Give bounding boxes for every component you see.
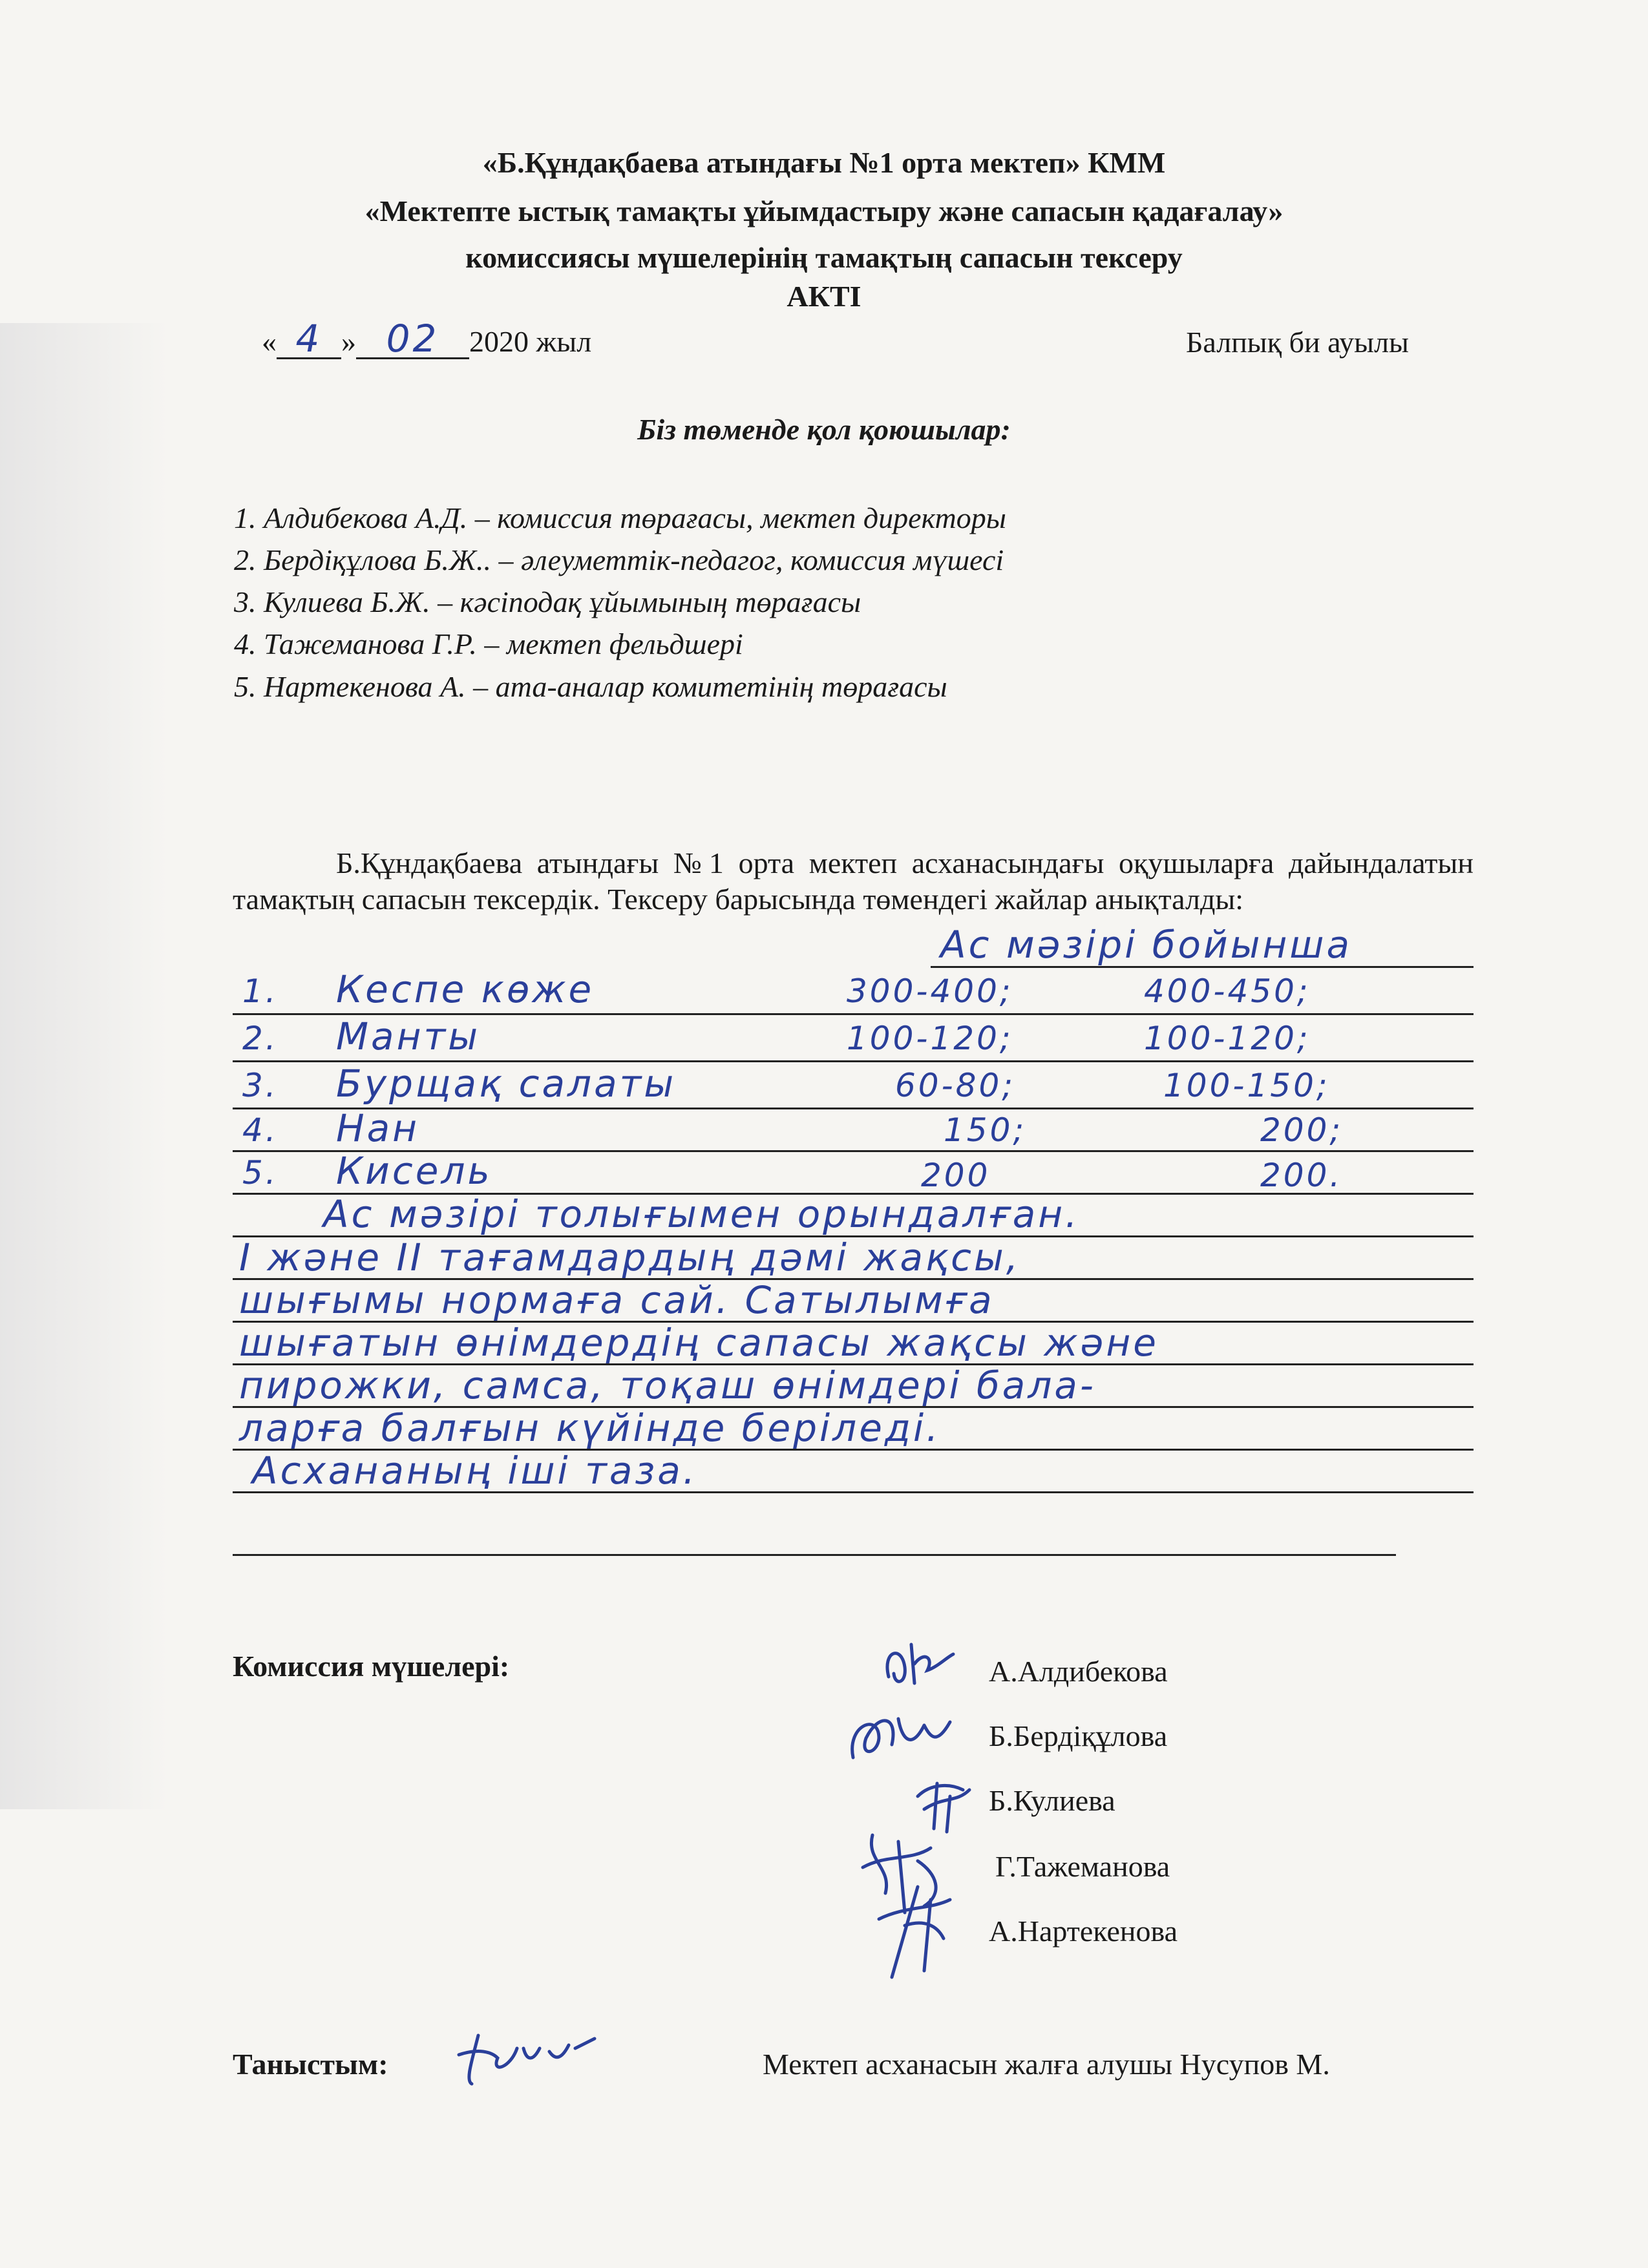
hw-item-name: Бурщақ салаты xyxy=(336,1062,677,1106)
header-line-2: «Мектепте ыстық тамақты ұйымдастыру және сапасын қадағалау» xyxy=(364,194,1284,227)
hw-item-name: Кеспе көже xyxy=(336,967,595,1011)
hw-item-val1: 150; xyxy=(944,1111,1027,1149)
signature-name-5: А.Нартекенова xyxy=(989,1915,1178,1948)
hw-item-num: 4. xyxy=(242,1111,279,1149)
acquainted-label: Таныстым: xyxy=(233,2048,388,2081)
hw-item-name: Кисель xyxy=(336,1149,492,1193)
hw-item-val1: 300-400; xyxy=(847,972,1013,1010)
ruled-line xyxy=(233,1554,1396,1556)
member-4: 4. Тажеманова Г.Р. – мектеп фельдшері xyxy=(234,627,743,660)
date-row xyxy=(262,317,592,361)
hw-note-line: I және II тағамдардың дәмі жақсы, xyxy=(239,1235,1021,1279)
hw-menu-heading: Ас мәзірі бойынша xyxy=(940,923,1353,967)
hw-note-line: шығымы нормаға сай. Сатылымға xyxy=(239,1278,995,1322)
signature-2 xyxy=(840,1699,956,1770)
hw-note-line: шығатын өнімдердің сапасы жақсы және xyxy=(239,1321,1159,1365)
signature-renter xyxy=(452,2022,601,2094)
date-day: 4 xyxy=(277,320,341,359)
hw-item-val2: 100-150; xyxy=(1163,1067,1330,1104)
hw-item-num: 1. xyxy=(242,972,279,1010)
hw-note-line: Ас мәзірі толығымен орындалған. xyxy=(323,1192,1080,1236)
header-line-1: «Б.Құндақбаева атындағы №1 орта мектеп» КММ xyxy=(482,146,1166,179)
member-3: 3. Кулиева Б.Ж. – кәсіподақ ұйымының төрағасы xyxy=(234,585,861,618)
scan-shadow xyxy=(0,323,168,1809)
hw-item-name: Манты xyxy=(336,1014,481,1058)
hw-item-val2: 100-120; xyxy=(1144,1020,1311,1057)
hw-note-line: ларға балғын күйінде беріледі. xyxy=(239,1406,941,1450)
hw-item-num: 2. xyxy=(242,1020,279,1057)
hw-note-line: Асхананың іші таза. xyxy=(252,1449,698,1493)
signature-name-3: Б.Кулиева xyxy=(989,1784,1115,1817)
document-title: АКТІ xyxy=(787,280,861,313)
commission-label: Комиссия мүшелері: xyxy=(233,1650,510,1683)
date-close-quote: » xyxy=(341,325,356,358)
signers-intro: Біз төменде қол қоюшылар: xyxy=(637,413,1011,446)
signature-1 xyxy=(876,1632,960,1696)
hw-item-val1: 60-80; xyxy=(895,1067,1016,1104)
header-line-3: комиссиясы мүшелерінің тамақтың сапасын тексеру xyxy=(465,241,1183,274)
signature-name-1: А.Алдибекова xyxy=(989,1655,1168,1688)
hw-item-val2: 200. xyxy=(1260,1157,1343,1194)
hw-item-val2: 200; xyxy=(1260,1111,1344,1149)
member-1: 1. Алдибекова А.Д. – комиссия төрағасы, мектеп директоры xyxy=(234,501,1006,534)
hw-note-line: пирожки, самса, тоқаш өнімдері бала- xyxy=(239,1363,1096,1407)
date-month: 02 xyxy=(356,320,469,359)
signature-name-4: Г.Тажеманова xyxy=(995,1850,1170,1883)
hw-item-val1: 200 xyxy=(921,1157,991,1194)
ruled-line xyxy=(931,966,1474,968)
hw-item-num: 3. xyxy=(242,1067,279,1104)
hw-item-val2: 400-450; xyxy=(1144,972,1311,1010)
member-5: 5. Нартекенова А. – ата-аналар комитетінің төрағасы xyxy=(234,670,947,703)
inspection-paragraph: Б.Құндақбаева атындағы №1 орта мектеп асханасындағы оқушыларға дайындалатын тамақтың сапасын тексердік. Тексеру барысында төмендегі жайлар анықталды: xyxy=(233,846,1474,916)
place-name: Балпық би ауылы xyxy=(1186,326,1409,359)
signature-5 xyxy=(866,1880,963,1984)
signature-name-2: Б.Бердіқұлова xyxy=(989,1719,1168,1752)
hw-item-num: 5. xyxy=(242,1154,279,1192)
hw-item-val1: 100-120; xyxy=(847,1020,1013,1057)
date-year: 2020 жыл xyxy=(469,325,592,358)
date-open-quote: « xyxy=(262,325,277,358)
member-2: 2. Бердіқұлова Б.Ж.. – әлеуметтік-педагог, комиссия мүшесі xyxy=(234,543,1004,576)
hw-item-name: Нан xyxy=(336,1106,420,1150)
renter-name: Мектеп асханасын жалға алушы Нусупов М. xyxy=(763,2048,1330,2081)
